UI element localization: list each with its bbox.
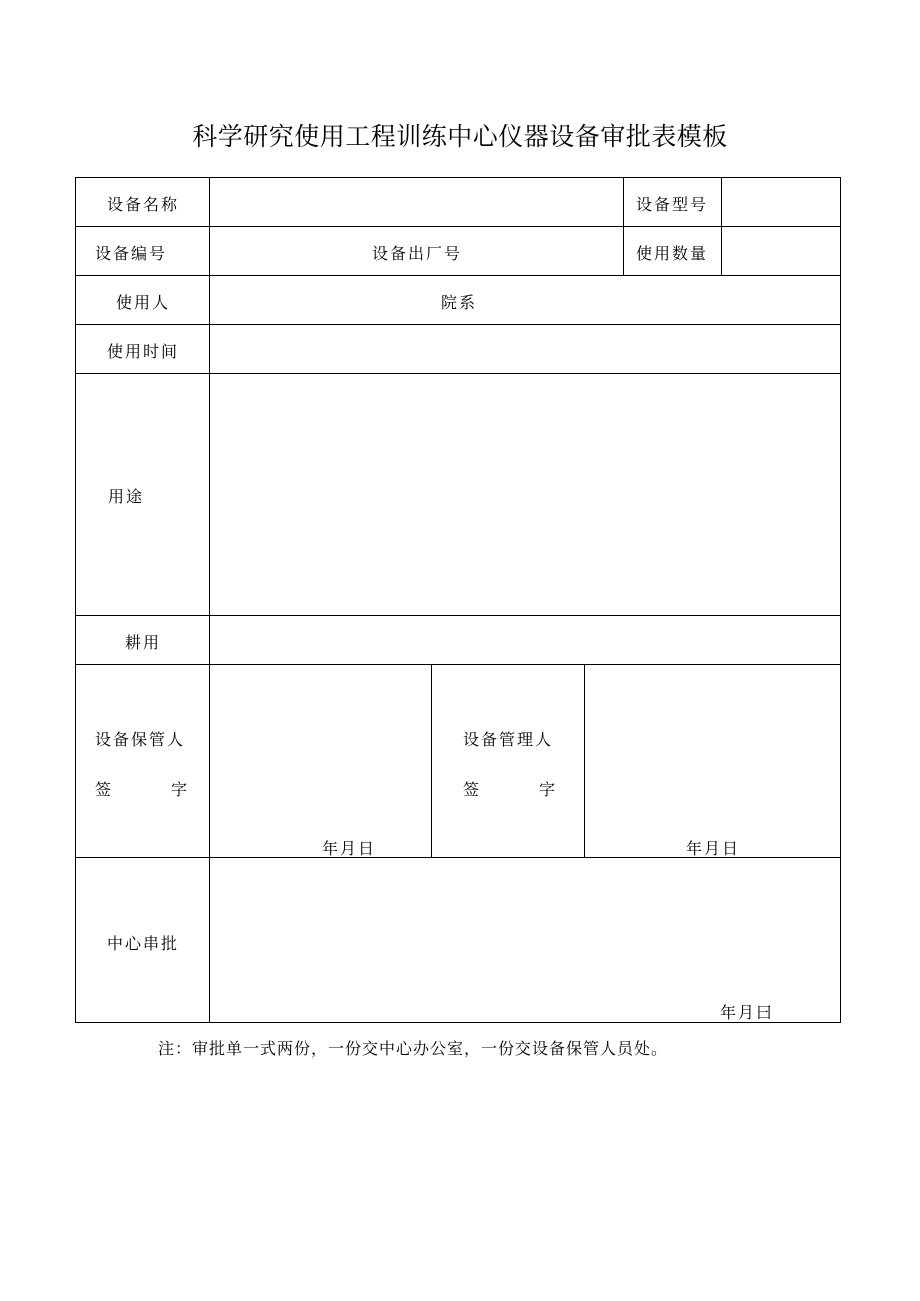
row-divider bbox=[76, 226, 840, 227]
device-number-field[interactable] bbox=[211, 228, 622, 274]
device-model-label: 设备型号 bbox=[635, 195, 709, 214]
department-label: 院系 bbox=[440, 293, 478, 312]
usage-time-field[interactable] bbox=[211, 326, 839, 372]
custodian-signature-field[interactable] bbox=[211, 666, 430, 856]
user-label: 使用人 bbox=[115, 293, 171, 312]
consumables-label: 耕用 bbox=[124, 633, 162, 652]
quantity-label: 使用数量 bbox=[635, 244, 709, 263]
custodian-label: 设备保管人 bbox=[95, 730, 186, 749]
label-column-divider bbox=[209, 178, 210, 1022]
purpose-field[interactable] bbox=[211, 375, 839, 614]
row-divider bbox=[76, 324, 840, 325]
user-field[interactable] bbox=[211, 277, 839, 323]
device-model-field[interactable] bbox=[723, 179, 839, 225]
approval-form bbox=[75, 177, 841, 1023]
custodian-date: 年月日 bbox=[322, 839, 377, 858]
row-divider bbox=[76, 615, 840, 616]
manager-label: 设备管理人 bbox=[463, 730, 554, 749]
usage-time-label: 使用时间 bbox=[106, 342, 180, 361]
custodian-sign-char: 签 bbox=[95, 780, 114, 799]
factory-number-label: 设备出厂号 bbox=[371, 244, 463, 263]
column-divider bbox=[623, 178, 624, 276]
manager-date: 年月日 bbox=[686, 839, 741, 858]
column-divider bbox=[431, 664, 432, 858]
quantity-field[interactable] bbox=[723, 228, 839, 274]
column-divider bbox=[584, 664, 585, 858]
consumables-field[interactable] bbox=[211, 617, 839, 663]
row-divider bbox=[76, 373, 840, 374]
device-name-label: 设备名称 bbox=[106, 195, 180, 214]
manager-sign-char: 字 bbox=[539, 780, 558, 799]
column-divider bbox=[721, 178, 722, 276]
row-divider bbox=[76, 275, 840, 276]
manager-signature-field[interactable] bbox=[586, 666, 839, 856]
manager-sign-char: 签 bbox=[463, 780, 482, 799]
custodian-sign-char: 字 bbox=[171, 780, 190, 799]
center-approval-date: 年月曰 bbox=[720, 1003, 775, 1022]
row-divider bbox=[76, 664, 840, 665]
center-approval-field[interactable] bbox=[211, 859, 839, 1021]
purpose-label: 用途 bbox=[108, 487, 145, 506]
page-title: 科学研究使用工程训练中心仪器设备审批表模板 bbox=[192, 122, 728, 151]
center-approval-label: 中心串批 bbox=[106, 934, 180, 953]
device-number-label: 设备编号 bbox=[94, 244, 168, 263]
footnote: 注：审批单一式两份，一份交中心办公室，一份交设备保管人员处。 bbox=[158, 1039, 669, 1058]
device-name-field[interactable] bbox=[211, 179, 622, 225]
